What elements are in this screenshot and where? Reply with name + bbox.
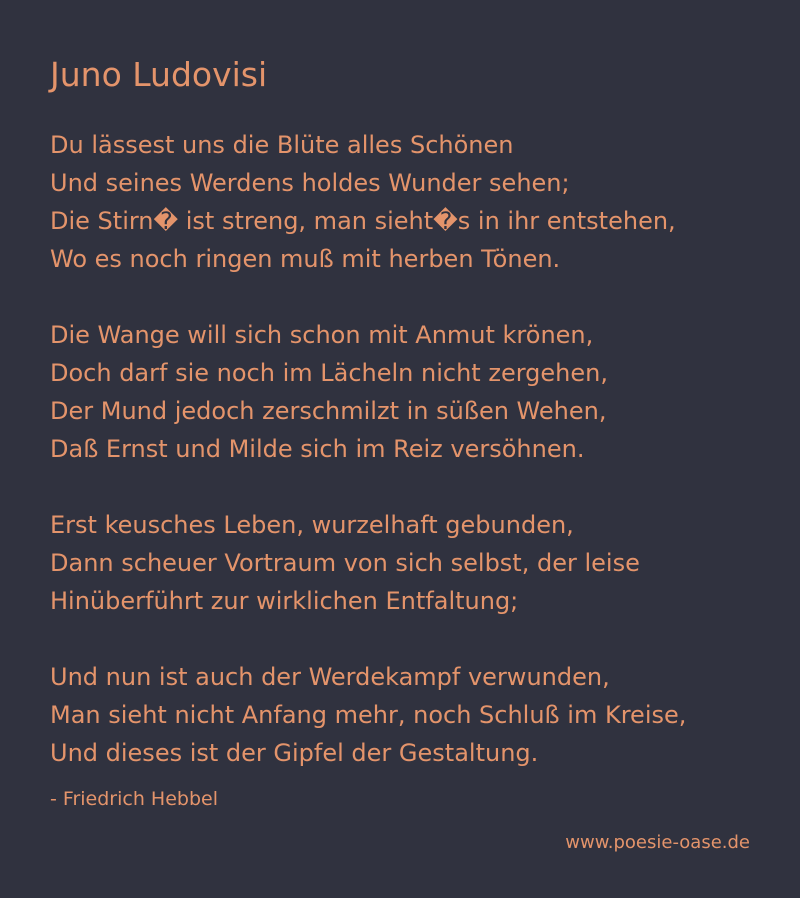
- stanza: [50, 316, 770, 468]
- poem-body: [50, 126, 770, 810]
- poem-line: Man sieht nicht Anfang mehr, noch Schluß im Kreise,: [50, 701, 687, 729]
- poem-line: Der Mund jedoch zerschmilzt in süßen Wehen,: [50, 397, 607, 425]
- poem-line: Hinüberführt zur wirklichen Entfaltung;: [50, 587, 519, 615]
- poem-line: Dann scheuer Vortraum von sich selbst, der leise: [50, 549, 640, 577]
- stanza: [50, 658, 770, 772]
- poem-line: Die Stirn� ist streng, man sieht�s in ihr entstehen,: [50, 207, 676, 235]
- stanza: [50, 506, 770, 620]
- poem-line: Doch darf sie noch im Lächeln nicht zergehen,: [50, 359, 608, 387]
- poem-line: Die Wange will sich schon mit Anmut krönen,: [50, 321, 594, 349]
- poem-title: Juno Ludovisi: [50, 55, 268, 94]
- poem-line: Daß Ernst und Milde sich im Reiz versöhnen.: [50, 435, 585, 463]
- poem-line: Und nun ist auch der Werdekampf verwunden,: [50, 663, 610, 691]
- poem-line: Erst keusches Leben, wurzelhaft gebunden,: [50, 511, 574, 539]
- website-link[interactable]: www.poesie-oase.de: [565, 832, 750, 853]
- poem-line: Und dieses ist der Gipfel der Gestaltung.: [50, 739, 539, 767]
- poem-author: - Friedrich Hebbel: [50, 788, 218, 810]
- poem-line: Und seines Werdens holdes Wunder sehen;: [50, 169, 570, 197]
- poem-line: Wo es noch ringen muß mit herben Tönen.: [50, 245, 561, 273]
- stanza: [50, 126, 770, 278]
- poem-line: Du lässest uns die Blüte alles Schönen: [50, 131, 514, 159]
